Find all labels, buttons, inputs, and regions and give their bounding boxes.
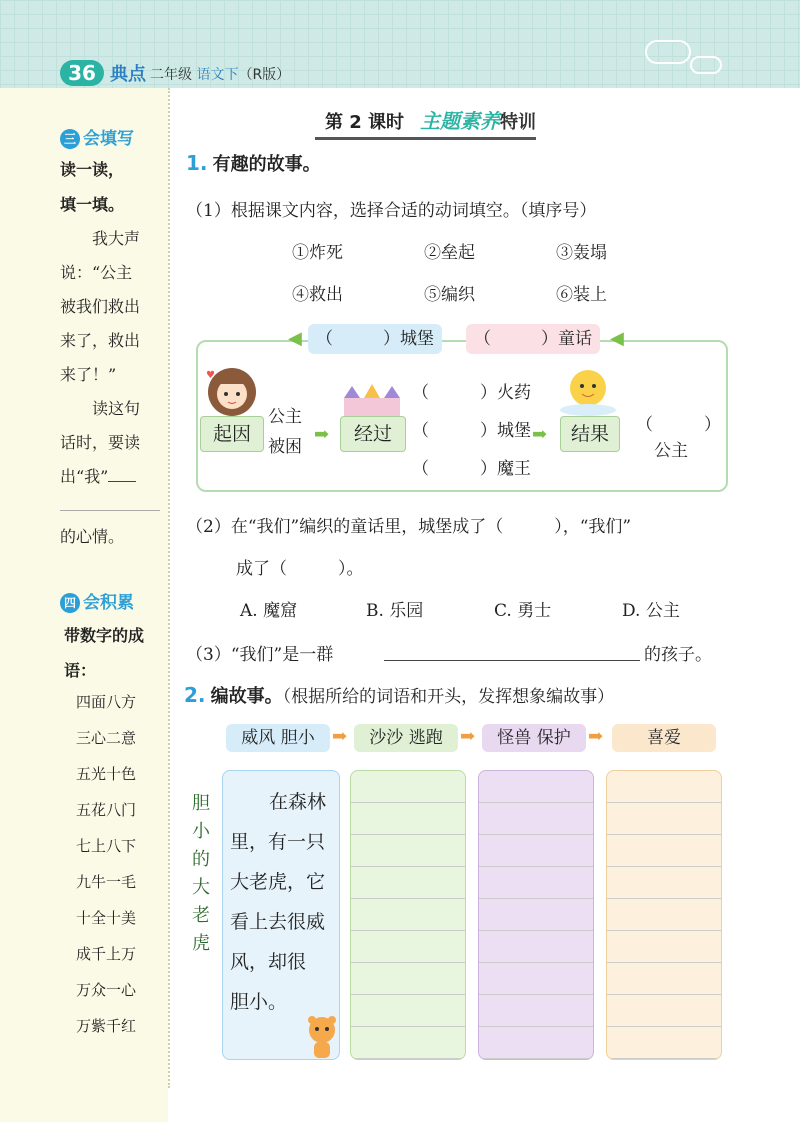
theme-suffix: 特训 [500, 112, 537, 133]
keyword-box: 怪兽 保护 [482, 724, 586, 752]
arrow-left-icon: ◀ [610, 328, 624, 349]
book-grade: 二年级 [150, 67, 197, 83]
stage-cause-text: 公主 被困 [268, 407, 302, 457]
answer-line [384, 660, 640, 661]
list-item: 五花八门 [76, 801, 137, 819]
book-title [150, 64, 290, 84]
choice: D. 公主 [622, 601, 680, 621]
q1-sub2: （2）在“我们”编织的童话里，城堡成了（ ），“我们” [186, 517, 632, 537]
lesson-label: 第 2 课时 [315, 106, 414, 136]
list-item: 七上八下 [76, 837, 137, 855]
option: ①炸死 [292, 243, 343, 263]
section3-heading [60, 124, 134, 149]
fairytale-tag: （ ）童话 [466, 324, 600, 354]
story-column-4[interactable] [606, 770, 722, 1060]
q1-sub3-tail: 的孩子。 [644, 645, 712, 665]
story-column-3[interactable] [478, 770, 594, 1060]
story-column-2[interactable] [350, 770, 466, 1060]
story-opening: 在森林 里，有一只 大老虎，它 看上去很威 风，却很 胆小。 [230, 791, 327, 1013]
castle-illustration [340, 384, 404, 420]
answer-line [60, 510, 160, 511]
book-edition: （R版） [238, 67, 291, 83]
option: ④救出 [292, 285, 343, 305]
option: ⑥装上 [556, 285, 607, 305]
stage-result: 结果 [560, 416, 620, 452]
q2-instruction: （根据所给的词语和开头，发挥想象编故事） [282, 687, 615, 707]
option: ⑤编织 [424, 285, 475, 305]
q1-sub2-cont: 成了（ ）。 [236, 559, 364, 579]
list-item: 万紫千红 [76, 1017, 137, 1035]
list-item: （ ）魔王 [412, 459, 531, 479]
list-item: 成千上万 [76, 945, 137, 963]
list-item: 三心二意 [76, 729, 137, 747]
q1-title: 有趣的故事。 [212, 154, 321, 175]
arrow-right-icon: ➡ [532, 424, 548, 445]
section4-instruction: 带数字的成 语： [64, 626, 145, 680]
keyword-box: 沙沙 逃跑 [354, 724, 458, 752]
story-title-vertical: 胆 小 的 大 老 虎 [192, 793, 210, 954]
tiger-illustration [302, 1014, 342, 1060]
arrow-right-icon: ➡ [460, 726, 476, 747]
page-number: 36 [60, 60, 104, 86]
sun-illustration [558, 364, 618, 416]
sidebar-divider [168, 88, 170, 1088]
stage-cause: 起因 [200, 416, 264, 452]
princess-illustration [204, 364, 260, 420]
arrow-right-icon: ➡ [588, 726, 604, 747]
keyword-box: 威风 胆小 [226, 724, 330, 752]
cloud-icon [645, 40, 691, 64]
blank-line [108, 481, 136, 482]
choice: C. 勇士 [494, 601, 552, 621]
section3-body: 我大声 说：“公主 被我们救出 来了，救出 来了！” 读这句 话时，要读 出“我” [60, 229, 141, 486]
result-blank: （ ） [636, 415, 721, 435]
section4-title: 会积累 [83, 593, 134, 613]
keyword-box: 喜爱 [612, 724, 716, 752]
arrow-right-icon: ➡ [314, 424, 330, 445]
q1-heading [186, 150, 321, 176]
option: ③轰塌 [556, 243, 607, 263]
q2-title: 编故事。 [210, 686, 283, 707]
stage-process: 经过 [340, 416, 406, 452]
option: ②垒起 [424, 243, 475, 263]
svg-text:♥: ♥ [206, 370, 215, 381]
section4-heading [60, 588, 134, 613]
q1-sub1: （1）根据课文内容，选择合适的动词填空。（填序号） [186, 201, 597, 221]
lesson-title [315, 105, 536, 140]
section3-tail: 的心情。 [60, 527, 125, 546]
choice: B. 乐园 [366, 601, 424, 621]
q1-sub3: （3）“我们”是一群 [186, 645, 334, 665]
book-subject: 语文下 [196, 67, 239, 83]
logo: 典点 [110, 64, 146, 85]
stage-process-items [412, 374, 531, 488]
idiom-list [76, 684, 136, 1044]
section4-badge: 四 [60, 593, 80, 613]
choice: A. 魔窟 [240, 601, 298, 621]
theme-label: 主题素养 [420, 109, 501, 133]
q2-number: 2. [184, 683, 206, 707]
list-item: 十全十美 [76, 909, 137, 927]
list-item: 九牛一毛 [76, 873, 137, 891]
arrow-left-icon: ◀ [288, 328, 302, 349]
cloud-icon [690, 56, 722, 74]
list-item: （ ）火药 [412, 383, 531, 403]
arrow-right-icon: ➡ [332, 726, 348, 747]
section3-title: 会填写 [83, 129, 134, 149]
list-item: 五光十色 [76, 765, 137, 783]
q2-heading [184, 682, 614, 708]
section3-instruction: 读一读， 填一填。 [60, 160, 125, 214]
castle-tag: （ ）城堡 [308, 324, 442, 354]
result-text: 公主 [654, 441, 688, 461]
list-item: 四面八方 [76, 693, 137, 711]
q1-number: 1. [186, 151, 208, 175]
list-item: （ ）城堡 [412, 421, 531, 441]
section3-badge: 三 [60, 129, 80, 149]
list-item: 万众一心 [76, 981, 137, 999]
